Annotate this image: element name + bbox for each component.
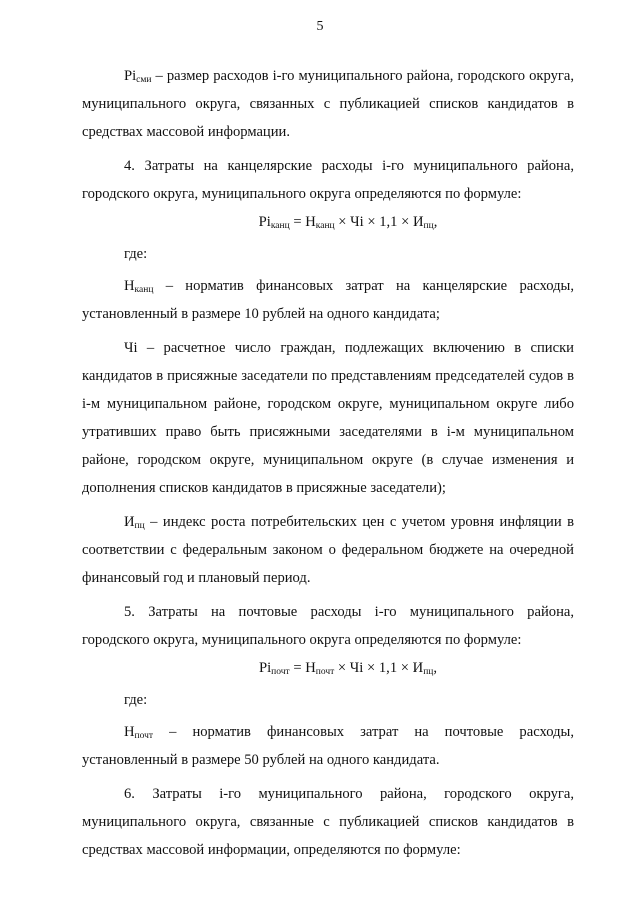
symbol: Pi (124, 68, 137, 84)
page-number: 5 (316, 19, 324, 34)
paragraph-text: – норматив финансовых затрат на канцелярские расходы, установленный в размере 10 рублей на одного кандидата; (82, 278, 574, 322)
paragraph-text: – индекс роста потребительских цен с учетом уровня инфляции в соответствии с федеральным законом о федеральном бюджете на очередной финансовый год и плановый период. (82, 514, 574, 586)
paragraph-4: 4. Затраты на канцелярские расходы i-го муниципального района, городского округа, муниципального округа определяются по формуле: (82, 158, 574, 202)
formula-term: = Н (289, 660, 316, 676)
formula-subscript: канц (270, 221, 290, 231)
where-label: где: (124, 692, 148, 708)
paragraph-n-post (82, 718, 574, 774)
paragraph-n-kanc (82, 272, 574, 328)
document-body (82, 62, 574, 864)
symbol: И (124, 514, 135, 530)
symbol: Н (124, 724, 135, 740)
formula-term: = Н (289, 214, 316, 230)
formula-term: Pi (258, 660, 272, 676)
formula-subscript: пц (423, 221, 434, 231)
symbol-subscript: канц (134, 285, 154, 295)
formula-subscript: канц (315, 221, 335, 231)
where-label: где: (124, 246, 148, 262)
symbol-subscript: пц (134, 521, 145, 531)
formula-term: , (433, 660, 438, 676)
paragraph-5: 5. Затраты на почтовые расходы i-го муниципального района, городского округа, муниципального округа определяются по формуле: (82, 604, 574, 648)
formula-subscript: почт (271, 667, 290, 677)
paragraph-text: – норматив финансовых затрат на почтовые расходы, установленный в размере 50 рублей на одного кандидата. (82, 724, 574, 768)
symbol-subscript: сми (136, 75, 152, 85)
formula-subscript: почт (315, 667, 335, 677)
paragraph-i-pc (82, 508, 574, 592)
formula-term: , (433, 214, 438, 230)
paragraph-6: 6. Затраты i-го муниципального района, городского округа, муниципального округа, связанные с публикацией списков кандидатов в средствах массовой информации, определяются по формуле: (82, 786, 574, 858)
paragraph-text: – размер расходов i-го муниципального района, городского округа, муниципального округа, связанных с публикацией списков кандидатов в средствах массовой информации. (82, 68, 574, 140)
formula-term: Pi (258, 214, 271, 230)
formula-subscript: пц (423, 667, 434, 677)
formula-office-expenses (82, 208, 574, 236)
symbol-subscript: почт (134, 731, 154, 741)
symbol: Н (124, 278, 135, 294)
paragraph-pi-smi (82, 62, 574, 146)
paragraph-chi: Чi – расчетное число граждан, подлежащих включению в списки кандидатов в присяжные заседатели по представлениям председателей судов в i-м муниципальном районе, городском округе, муниципальном округе либо утративших право быть присяжными заседателями в i-м муниципальном районе, городском округе, муниципальном округе (в случае изменения и дополнения списков кандидатов в присяжные заседатели); (82, 340, 574, 496)
formula-postal-expenses (82, 654, 574, 682)
formula-term: × Чi × 1,1 × И (334, 214, 424, 230)
formula-term: × Чi × 1,1 × И (334, 660, 424, 676)
